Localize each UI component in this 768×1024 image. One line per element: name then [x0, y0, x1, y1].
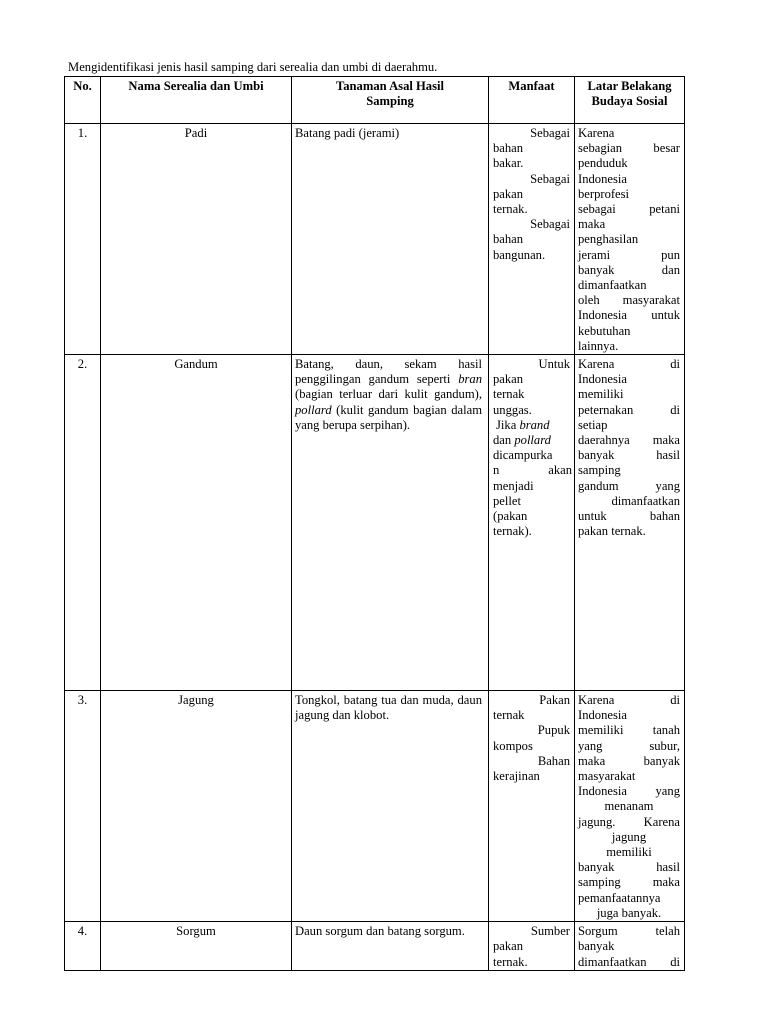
table-header-row	[65, 77, 685, 124]
document-caption: Mengidentifikasi jenis hasil samping dari serealia dan umbi di daerahmu.	[68, 60, 438, 74]
header-manfaat: Manfaat	[489, 77, 575, 124]
row-no: 4.	[65, 922, 101, 971]
row-nama: Padi	[101, 124, 292, 355]
row-manfaat: Sebagai bahan bakar. Sebagai pakan ternak. Sebagai bahan bangunan.	[489, 124, 575, 355]
row-latar: Karena di Indonesia memiliki peternakan di setiap daerahnya maka banyak hasil samping gandum yang dimanfaatkan untuk bahan pakan ternak.	[575, 355, 685, 691]
row-nama: Sorgum	[101, 922, 292, 971]
row-no: 1.	[65, 124, 101, 355]
row-tanaman: Batang, daun, sekam hasil penggilingan gandum seperti bran (bagian terluar dari kulit gandum), pollard (kulit gandum bagian dalam yang berupa serpihan).	[292, 355, 489, 691]
table-row	[65, 355, 685, 691]
row-no: 3.	[65, 691, 101, 922]
row-nama: Gandum	[101, 355, 292, 691]
row-nama: Jagung	[101, 691, 292, 922]
table-row	[65, 691, 685, 922]
header-latar: Latar Belakang Budaya Sosial	[575, 77, 685, 124]
row-no: 2.	[65, 355, 101, 691]
table-row	[65, 922, 685, 971]
row-manfaat: Untuk pakan ternak unggas. Jika brand dan pollard dicampurka n akan menjadi pellet (pakan ternak).	[489, 355, 575, 691]
row-latar: Sorgum telah banyak dimanfaatkan di	[575, 922, 685, 971]
row-tanaman: Tongkol, batang tua dan muda, daun jagung dan klobot.	[292, 691, 489, 922]
row-latar: Karena di Indonesia memiliki tanah yang subur, maka banyak masyarakat Indonesia yang menanam jagung. Karena jagung memiliki banyak hasil samping maka pemanfaatannya juga banyak.	[575, 691, 685, 922]
row-manfaat: Sumber pakan ternak.	[489, 922, 575, 971]
byproduct-table	[64, 76, 685, 971]
row-manfaat: Pakan ternak Pupuk kompos Bahan kerajinan	[489, 691, 575, 922]
row-tanaman: Daun sorgum dan batang sorgum.	[292, 922, 489, 971]
row-tanaman: Batang padi (jerami)	[292, 124, 489, 355]
table-row	[65, 124, 685, 355]
row-latar: Karena sebagian besar penduduk Indonesia berprofesi sebagai petani maka penghasilan jerami pun banyak dan dimanfaatkan oleh masyarakat Indonesia untuk kebutuhan lainnya.	[575, 124, 685, 355]
header-tanaman: Tanaman Asal Hasil Samping	[292, 77, 489, 124]
header-no: No.	[65, 77, 101, 124]
header-nama: Nama Serealia dan Umbi	[101, 77, 292, 124]
